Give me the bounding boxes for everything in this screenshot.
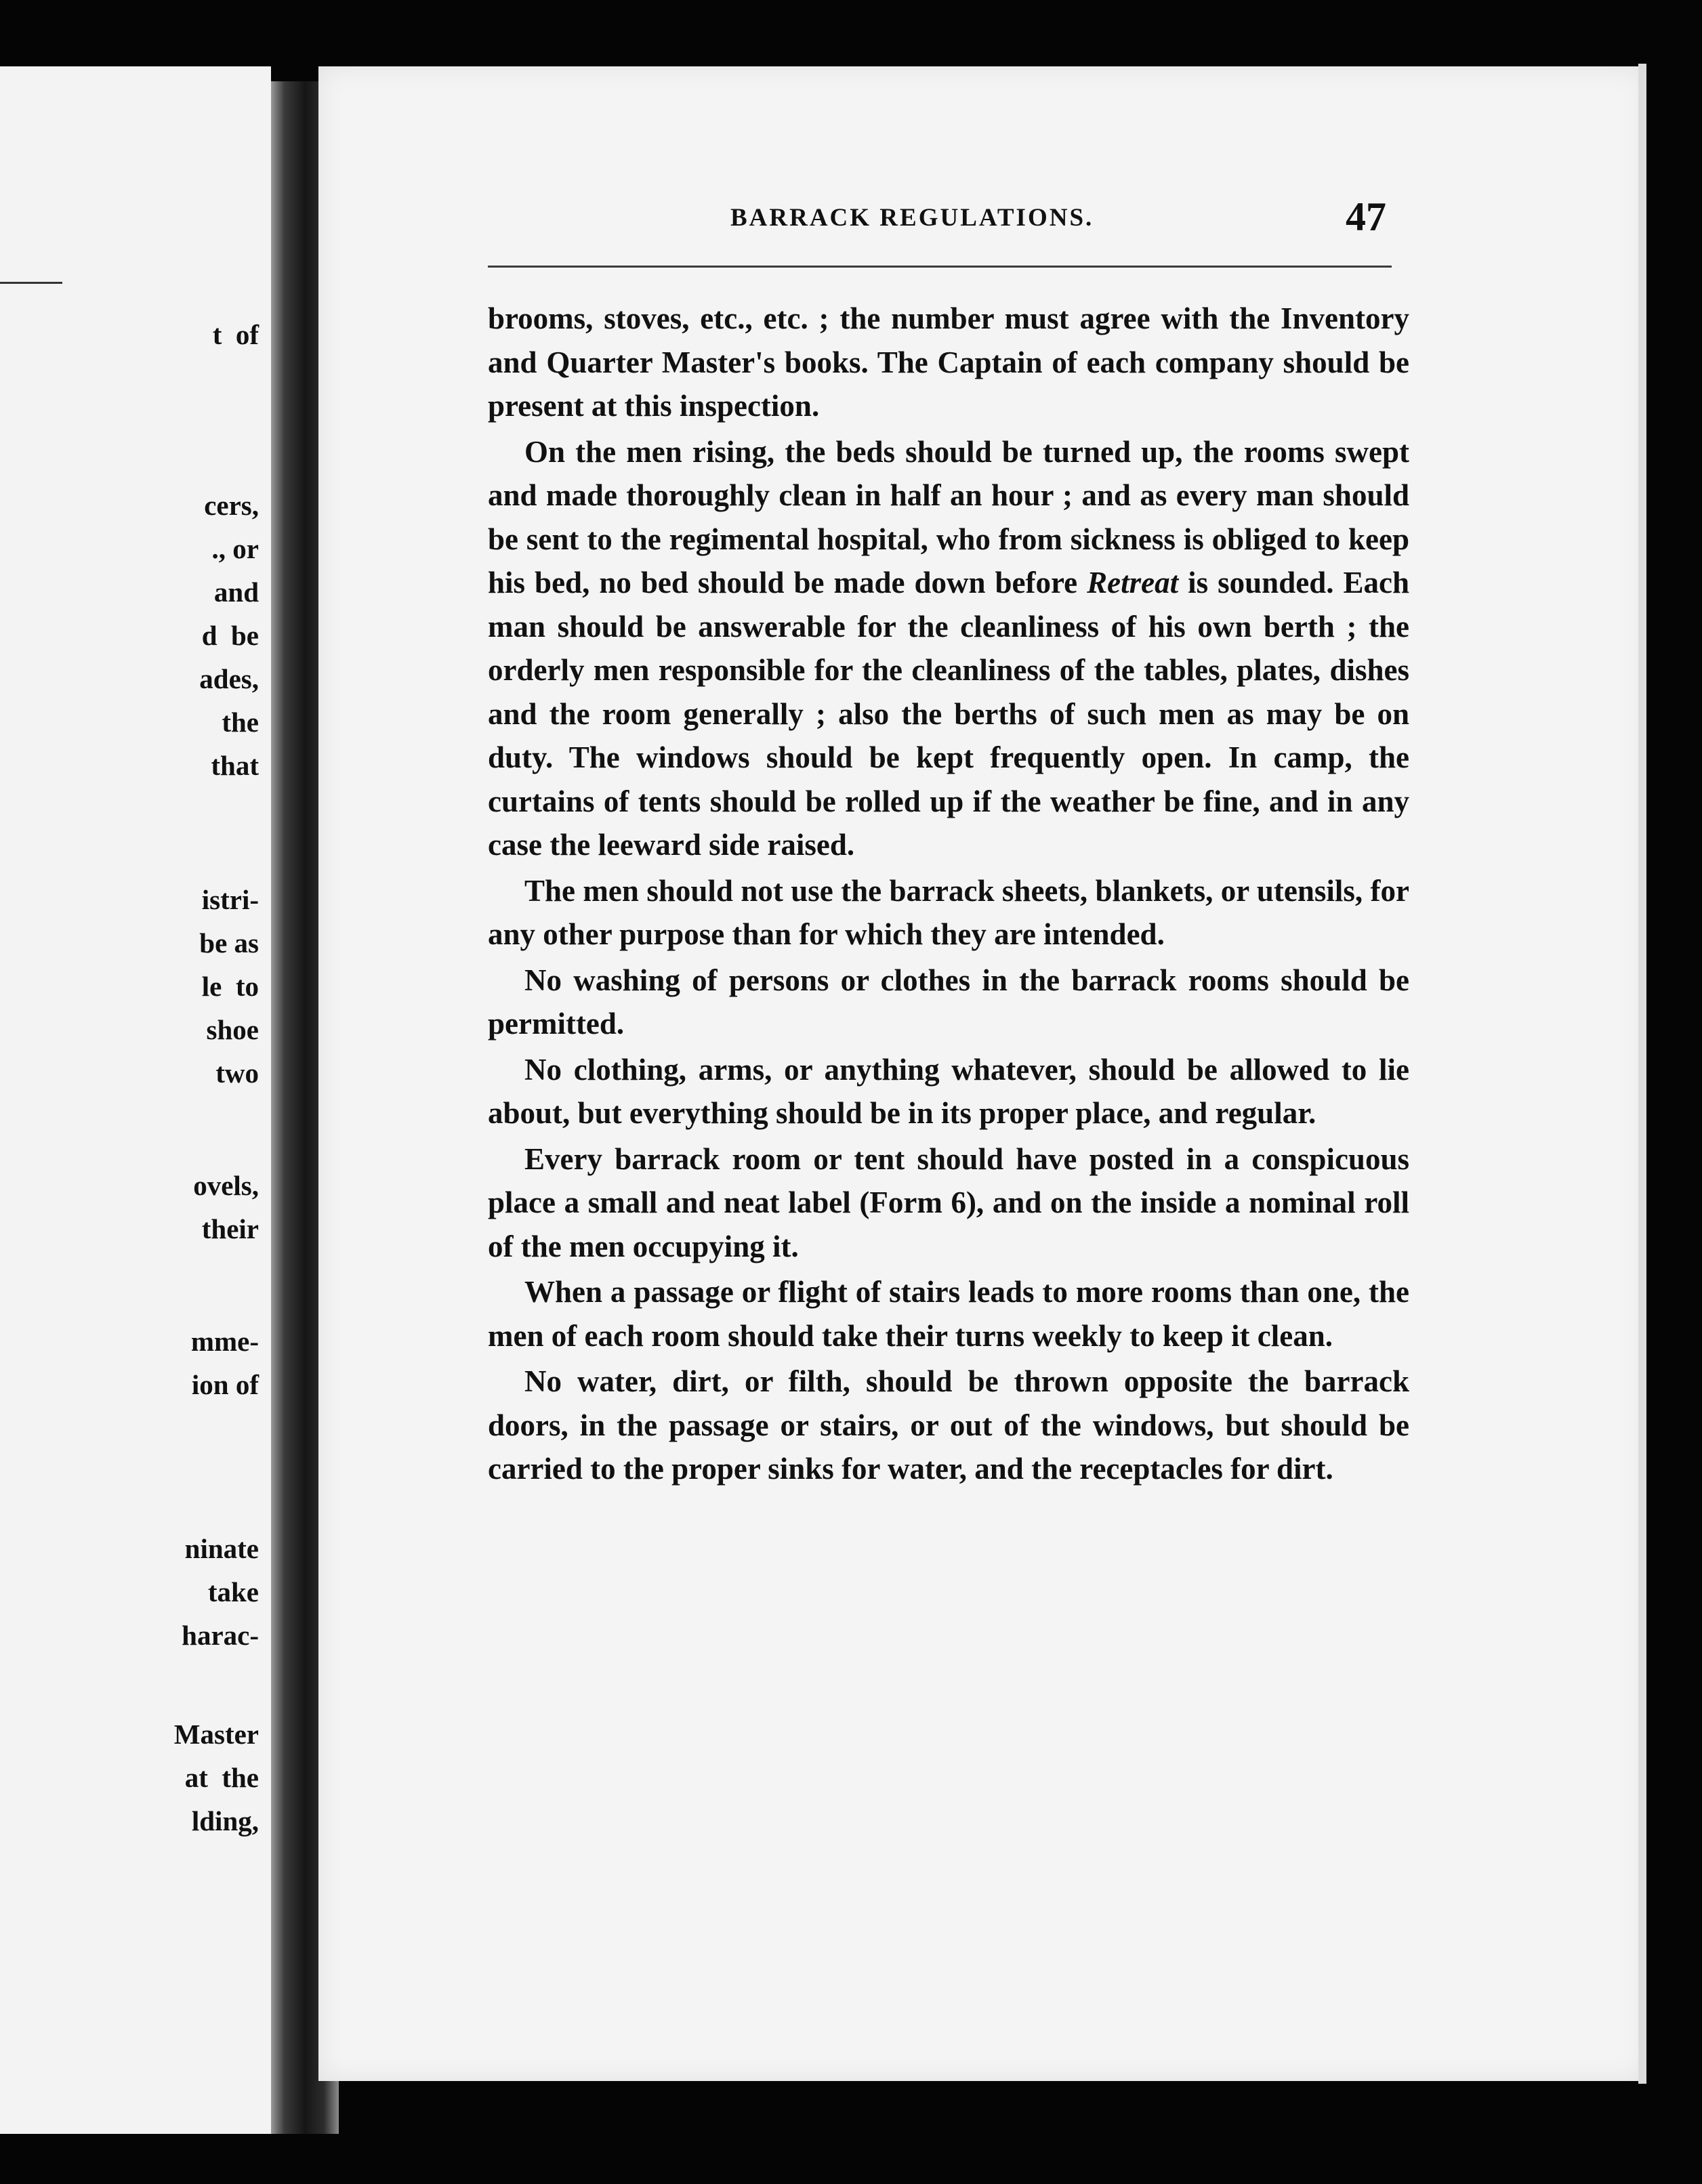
page-edge (1638, 64, 1646, 2084)
left-line: istri- (201, 884, 259, 915)
paragraph (488, 430, 1409, 867)
left-line: shoe (206, 1014, 259, 1045)
page-body (488, 297, 1409, 1493)
left-line: mme- (190, 1326, 259, 1357)
left-line: cers, (204, 490, 259, 521)
left-line: be as (199, 927, 259, 959)
paragraph: brooms, stoves, etc., etc. ; the number must agree with the Inventory and Quarter Master's books. The Captain of each company should be present at this inspection. (488, 301, 1409, 423)
left-line: harac- (182, 1620, 259, 1651)
paragraph: No water, dirt, or filth, should be thrown opposite the barrack doors, in the passage or stairs, or out of the windows, but should be carried to the proper sinks for water, and the receptacles for dirt. (488, 1364, 1409, 1486)
paragraph-text: is sounded. Each man should be answerable for the cleanliness of his own berth ; the orderly men responsible for the cleanliness of the tables, plates, dishes and the room generally ; also the berths of such men as may be on duty. The windows should be kept frequently open. In camp, the curtains of tents should be rolled up if the weather be fine, and in any case the leeward side raised. (488, 566, 1410, 862)
left-line: le to (201, 971, 259, 1002)
left-page-fragment (0, 66, 271, 2134)
left-line: ninate (184, 1533, 259, 1564)
left-line: ovels, (193, 1170, 259, 1201)
left-line: take (207, 1576, 259, 1608)
left-line: two (215, 1057, 259, 1089)
running-header: BARRACK REGULATIONS. (730, 204, 1094, 232)
left-line: Master (173, 1719, 259, 1750)
paragraph: No washing of persons or clothes in the barrack rooms should be permitted. (488, 963, 1409, 1041)
left-line: t of (212, 319, 259, 350)
italic-term: Retreat (1087, 566, 1179, 600)
left-line: and (213, 576, 259, 608)
left-line: ., or (211, 533, 259, 564)
paragraph-text: On the men rising, the beds should be turned up, the rooms swept and made thoroughly clean in half an hour ; and as every man should be sent to the regimental hospital, who from sickness is obliged to keep his bed, no bed should be made down before (488, 434, 1409, 600)
paragraph: No clothing, arms, or anything whatever, should be allowed to lie about, but everything should be in its proper place, and regular. (488, 1052, 1409, 1130)
paragraph: When a passage or flight of stairs leads to more rooms than one, the men of each room should take their turns weekly to keep it clean. (488, 1275, 1409, 1353)
left-line: lding, (191, 1805, 259, 1836)
left-line: their (201, 1213, 259, 1244)
left-line: d be (201, 620, 259, 651)
header-rule (488, 266, 1392, 268)
left-line: ion of (191, 1369, 259, 1400)
left-page-rule (0, 282, 62, 284)
page-number: 47 (1346, 194, 1386, 239)
paragraph: Every barrack room or tent should have posted in a conspicuous place a small and neat label (Form 6), and on the inside a nominal roll of the men occupying it. (488, 1141, 1409, 1263)
left-line: that (211, 750, 259, 781)
paragraph: The men should not use the barrack sheets, blankets, or utensils, for any other purpose than for which they are intended. (488, 873, 1409, 951)
left-line: the (222, 707, 259, 738)
left-line: at the (184, 1762, 259, 1793)
left-line: ades, (199, 663, 259, 694)
